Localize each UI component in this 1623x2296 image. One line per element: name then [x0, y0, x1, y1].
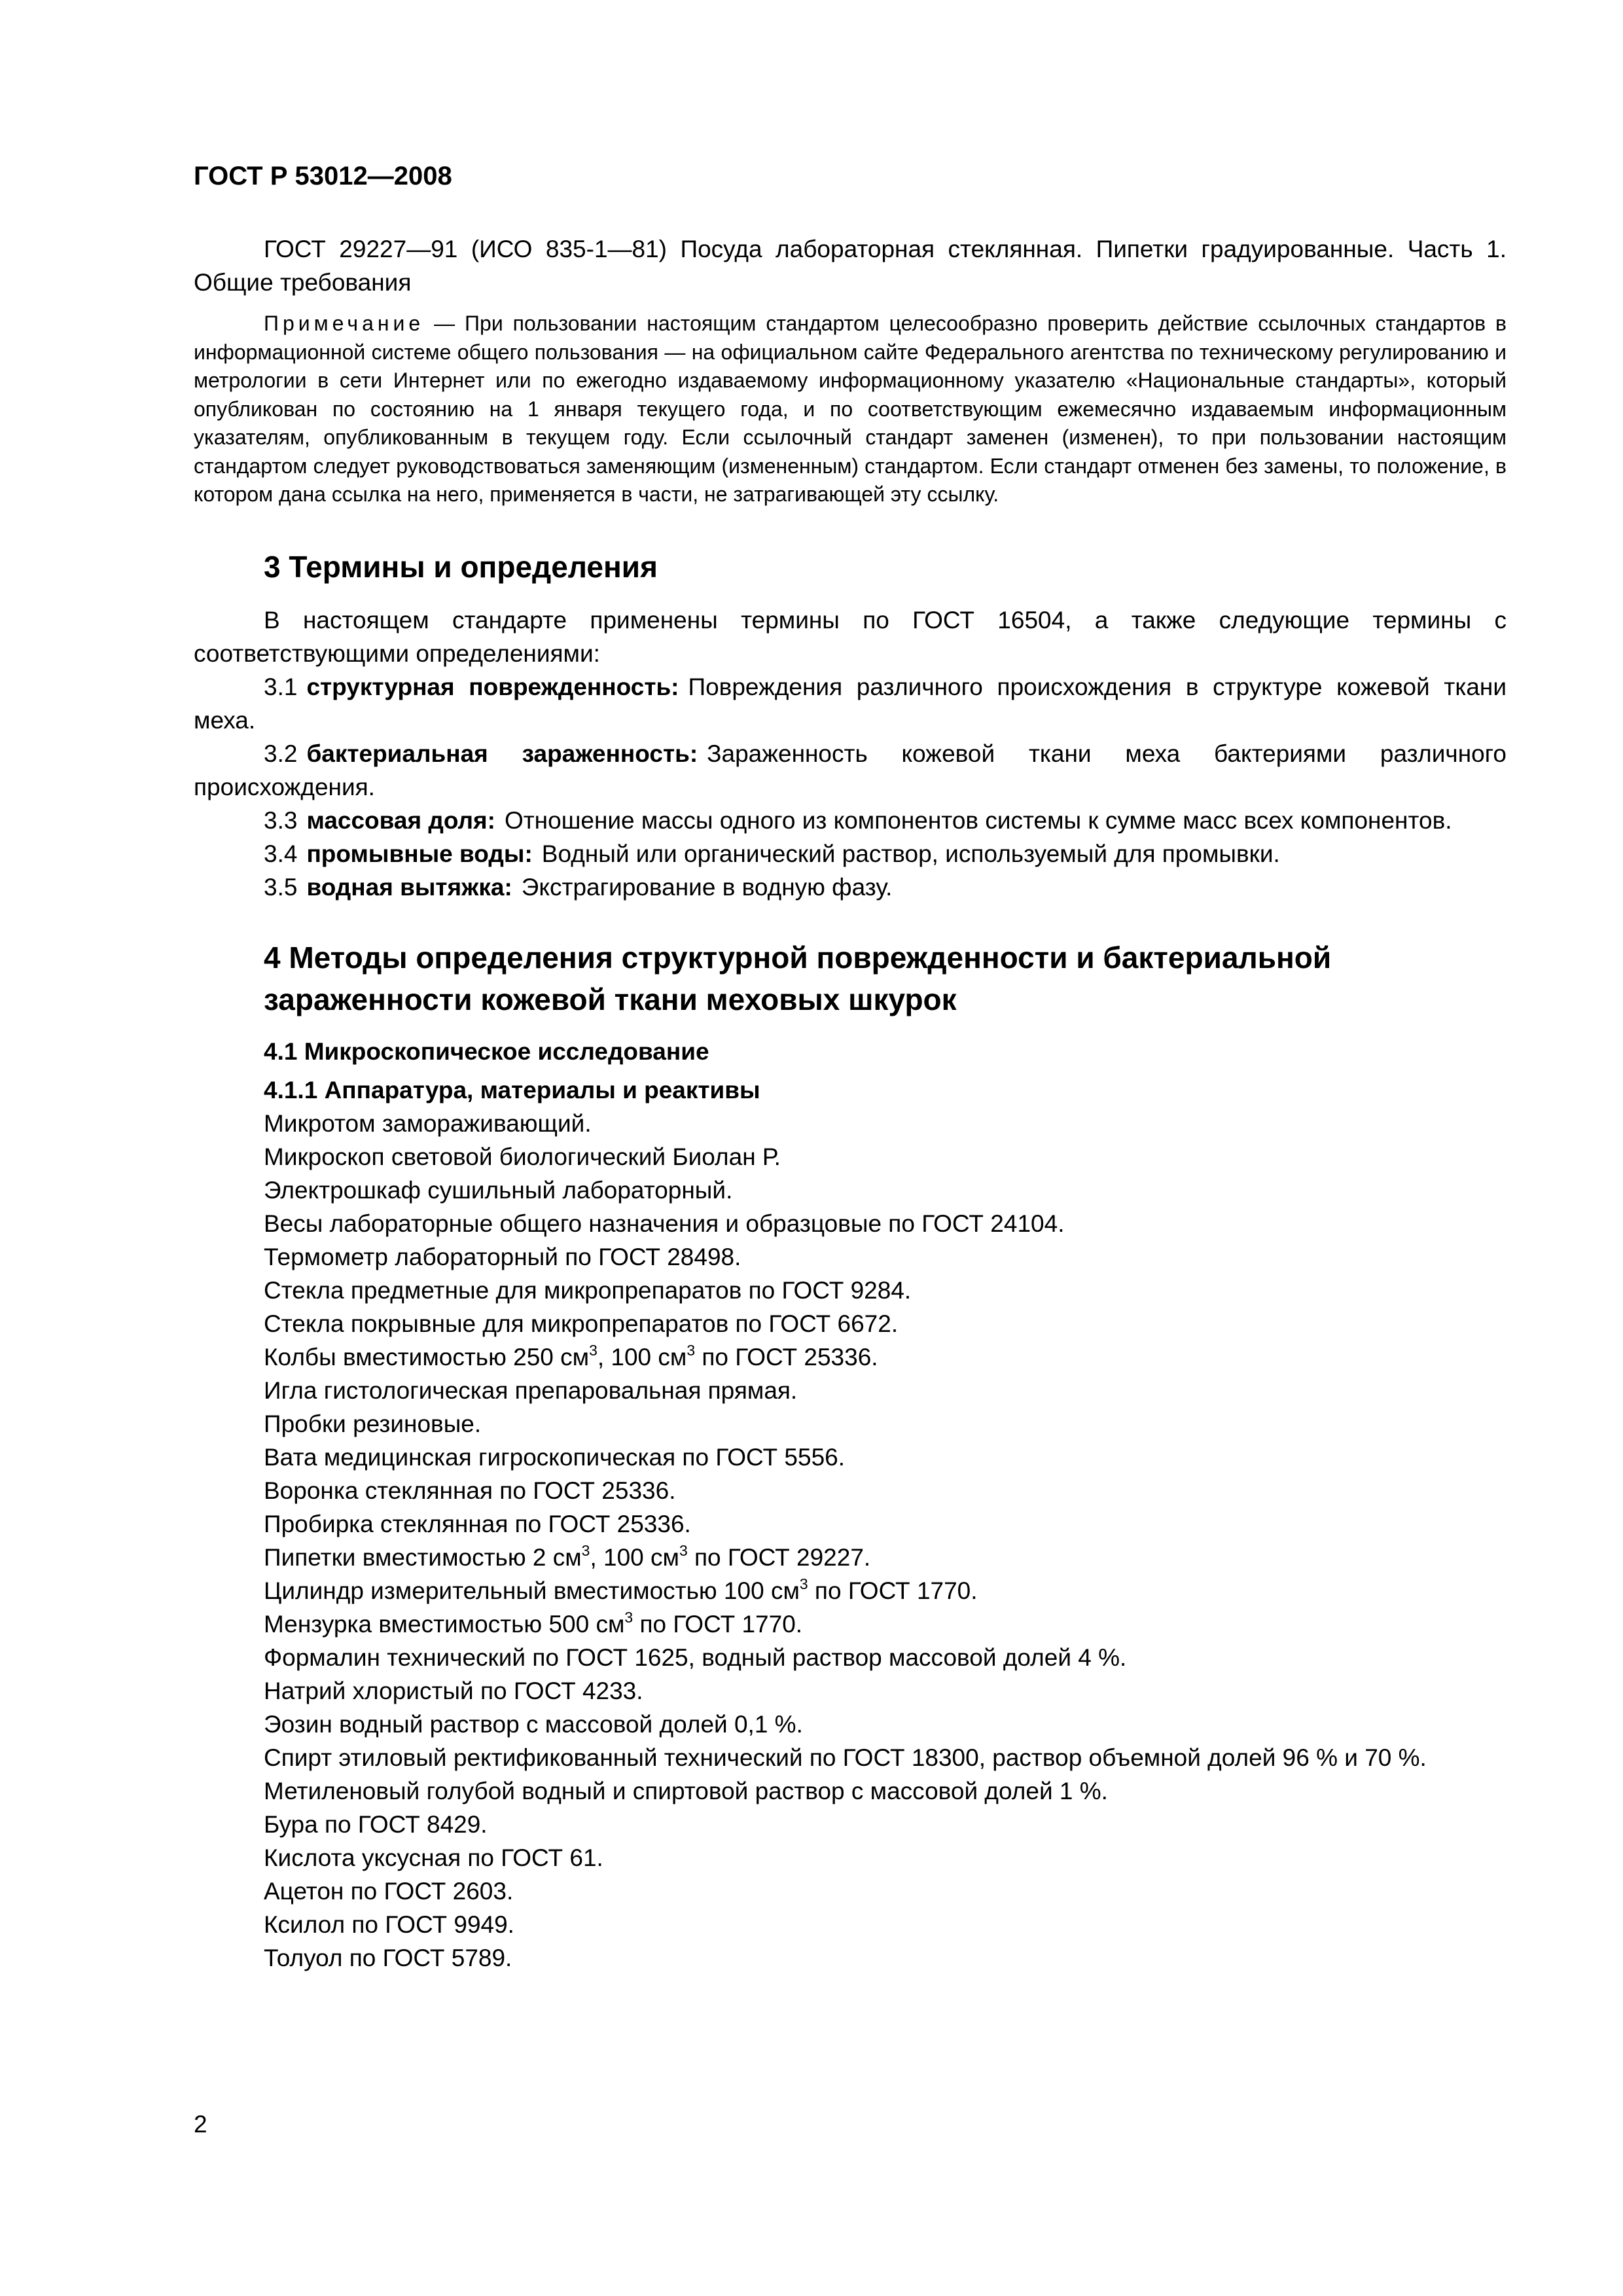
term-number: 3.3 — [264, 806, 298, 834]
term-definition: Повреждения различного происхождения в структуре кожевой ткани меха. — [194, 673, 1507, 734]
page-content — [194, 232, 1507, 1975]
terms-list — [194, 670, 1507, 904]
apparatus-item: Колбы вместимостью 250 $см^3$, 100 $см^3$ по ГОСТ 25336. — [264, 1341, 878, 1371]
reference-note — [194, 310, 1507, 509]
term-number: 3.5 — [264, 873, 298, 901]
term-name: промывные воды: — [306, 840, 533, 867]
apparatus-item: Пробирка стеклянная по ГОСТ 25336. — [264, 1510, 691, 1537]
apparatus-item: Игла гистологическая препаровальная прямая. — [264, 1376, 798, 1404]
term-name: бактериальная зараженность: — [306, 740, 698, 767]
apparatus-item: Микротом замораживающий. — [264, 1109, 592, 1137]
apparatus-item: Бура по ГОСТ 8429. — [264, 1810, 488, 1838]
term-definition: Отношение массы одного из компонентов системы к сумме масс всех компонентов. — [504, 806, 1452, 834]
term-number: 3.1 — [264, 673, 298, 700]
term-name: структурная поврежденность: — [306, 673, 679, 700]
apparatus-item: Эозин водный раствор с массовой долей 0,1 %. — [264, 1710, 803, 1738]
term-item — [194, 837, 1507, 870]
note-label: Примечание — [264, 312, 425, 335]
term-item — [194, 870, 1507, 904]
page-number: 2 — [194, 2111, 207, 2138]
apparatus-item: Кислота уксусная по ГОСТ 61. — [264, 1844, 603, 1871]
apparatus-item: Цилиндр измерительный вместимостью 100 $см^3$ по ГОСТ 1770. — [264, 1575, 978, 1604]
section-4-title: 4 Методы определения структурной поврежденности и бактериальной зараженности кожевой ткани меховых шкурок — [264, 940, 1332, 1016]
apparatus-item: Стекла покрывные для микропрепаратов по ГОСТ 6672. — [264, 1310, 899, 1337]
apparatus-item: Формалин технический по ГОСТ 1625, водный раствор массовой долей 4 %. — [264, 1643, 1127, 1671]
apparatus-item: Электрошкаф сушильный лабораторный. — [264, 1176, 733, 1204]
section-3-title: 3 Термины и определения — [264, 549, 658, 584]
note-text: — При пользовании настоящим стандартом целесообразно проверить действие ссылочных стандартов в информационной системе общего пользования — на официальном сайте Федерального агентства по техническому регулированию и метрологии в сети Интернет или по ежегодно издаваемому информационному указателю «Национальные стандарты», который опубликован по состоянию на 1 января текущего года, и по соответствующим ежемесячно издаваемым информационным указателям, опубликованным в текущем году. Если ссылочный стандарт заменен (изменен), то при пользовании настоящим стандартом следует руководствоваться заменяющим (измененным) стандартом. Если стандарт отменен без замены, то положение, в котором дана ссылка на него, применяется в части, не затрагивающей эту ссылку. — [194, 312, 1507, 506]
term-definition: Водный или органический раствор, используемый для промывки. — [541, 840, 1280, 867]
term-definition: Экстрагирование в водную фазу. — [521, 873, 893, 901]
apparatus-item: Воронка стеклянная по ГОСТ 25336. — [264, 1477, 676, 1504]
apparatus-item: Толуол по ГОСТ 5789. — [264, 1944, 512, 1971]
apparatus-item: Спирт этиловый ректификованный технический по ГОСТ 18300, раствор объемной долей 96 % и 70 %. — [264, 1744, 1427, 1771]
term-name: массовая доля: — [306, 806, 495, 834]
reference-tail-paragraph: ГОСТ 29227—91 (ИСО 835-1—81) Посуда лабораторная стеклянная. Пипетки градуированные. Часть 1. Общие требования — [194, 236, 1507, 296]
apparatus-item: Весы лабораторные общего назначения и образцовые по ГОСТ 24104. — [264, 1210, 1065, 1237]
section-3-intro: В настоящем стандарте применены термины по ГОСТ 16504, а также следующие термины с соответствующими определениями: — [194, 606, 1507, 667]
apparatus-item: Стекла предметные для микропрепаратов по ГОСТ 9284. — [264, 1276, 912, 1304]
term-item — [194, 670, 1507, 737]
subsection-4-1-1-title: 4.1.1 Аппаратура, материалы и реактивы — [264, 1076, 760, 1103]
subsection-4-1-title: 4.1 Микроскопическое исследование — [264, 1037, 709, 1065]
apparatus-item: Микроскоп световой биологический Биолан Р. — [264, 1143, 781, 1170]
term-number: 3.2 — [264, 740, 298, 767]
apparatus-item: Метиленовый голубой водный и спиртовой раствор с массовой долей 1 %. — [264, 1777, 1108, 1804]
apparatus-item: Ацетон по ГОСТ 2603. — [264, 1877, 514, 1905]
apparatus-list — [194, 1107, 1507, 1975]
apparatus-item: Пипетки вместимостью 2 $см^3$, 100 $см^3$ по ГОСТ 29227. — [264, 1541, 871, 1571]
term-item — [194, 804, 1507, 837]
apparatus-item: Ксилол по ГОСТ 9949. — [264, 1910, 514, 1938]
term-definition: Зараженность кожевой ткани меха бактериями различного происхождения. — [194, 740, 1507, 800]
term-number: 3.4 — [264, 840, 298, 867]
apparatus-item: Пробки резиновые. — [264, 1410, 482, 1437]
document-code-header: ГОСТ Р 53012—2008 — [194, 162, 452, 190]
term-name: водная вытяжка: — [306, 873, 512, 901]
apparatus-item: Вата медицинская гигроскопическая по ГОСТ 5556. — [264, 1443, 846, 1471]
apparatus-item: Мензурка вместимостью 500 $см^3$ по ГОСТ 1770. — [264, 1608, 803, 1638]
apparatus-item: Термометр лабораторный по ГОСТ 28498. — [264, 1243, 741, 1270]
apparatus-item: Натрий хлористый по ГОСТ 4233. — [264, 1677, 643, 1704]
term-item — [194, 737, 1507, 804]
